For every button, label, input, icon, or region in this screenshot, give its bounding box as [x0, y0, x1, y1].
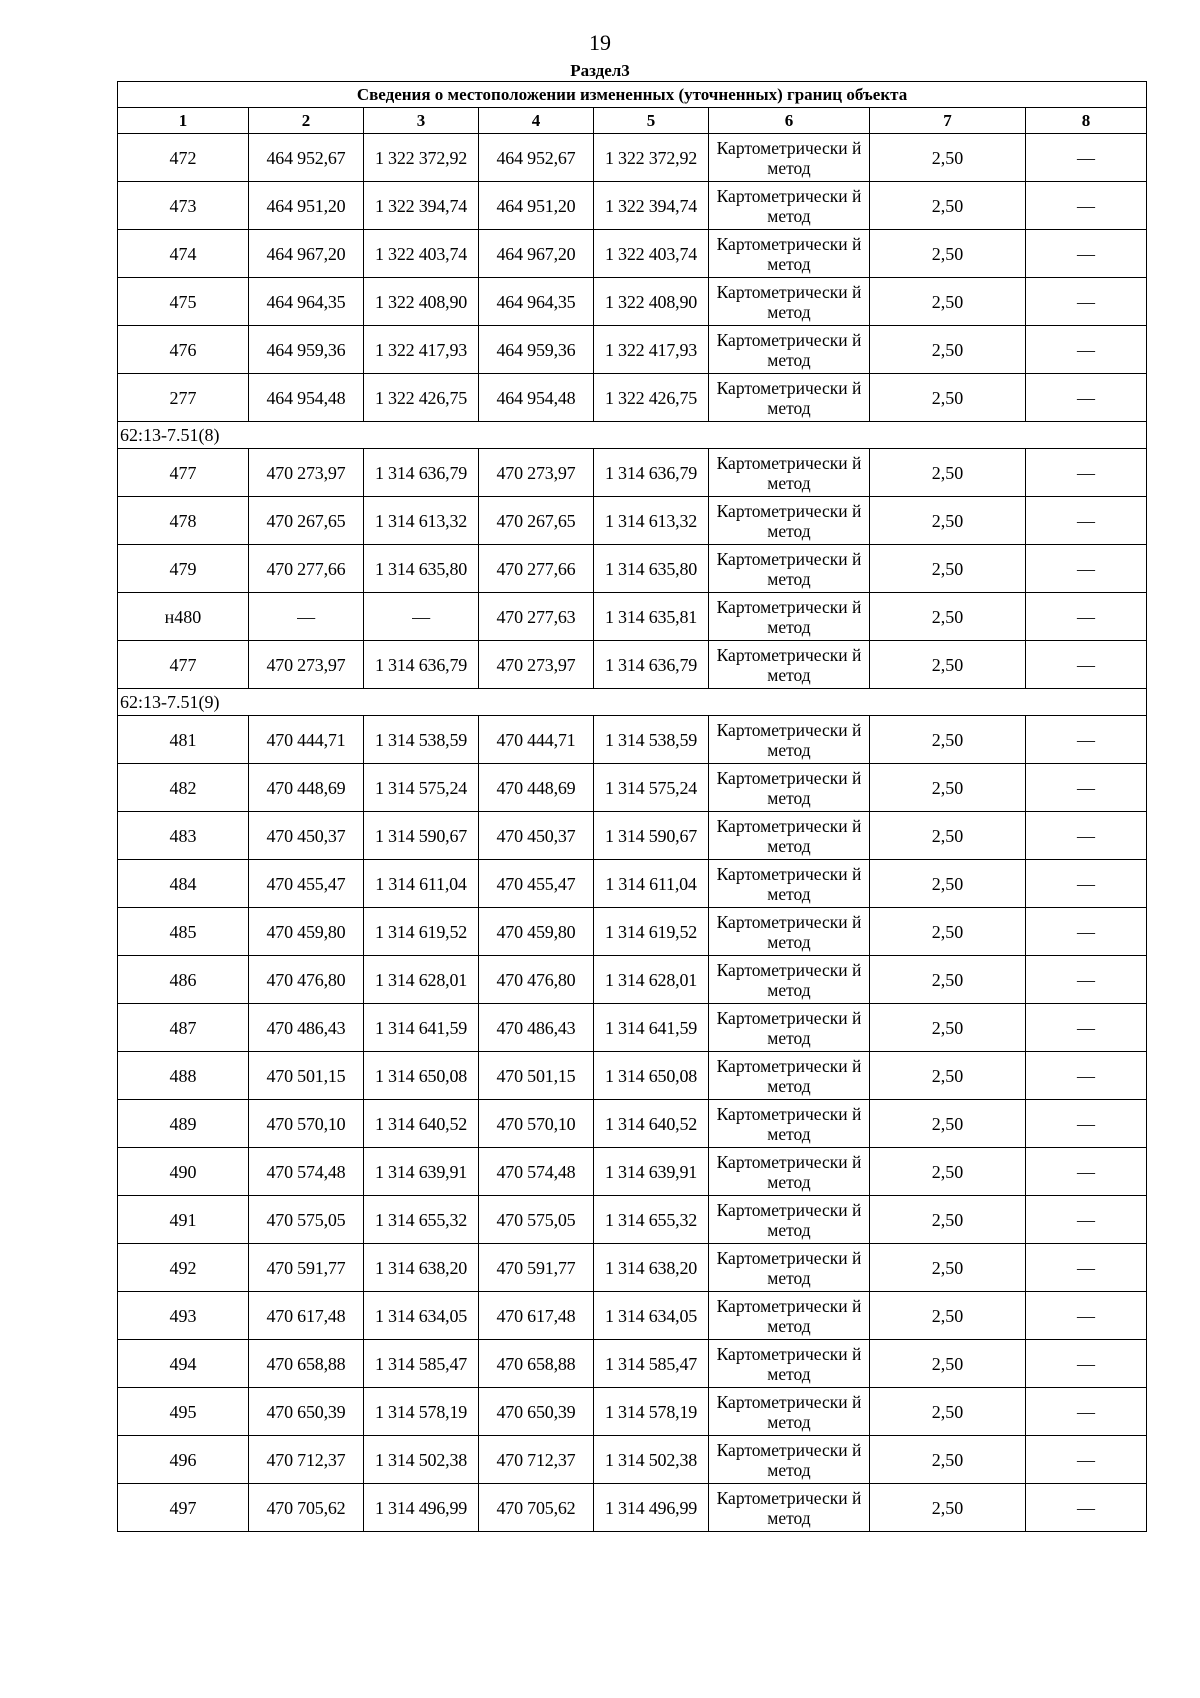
accuracy-cell: 2,50	[870, 497, 1026, 545]
new-y-cell: 1 314 628,01	[594, 956, 709, 1004]
point-number-cell: 474	[118, 230, 249, 278]
point-number-cell: 490	[118, 1148, 249, 1196]
old-y-cell: 1 314 636,79	[364, 641, 479, 689]
old-x-cell: 470 277,66	[249, 545, 364, 593]
point-number-cell: 494	[118, 1340, 249, 1388]
old-y-cell: 1 314 590,67	[364, 812, 479, 860]
new-x-cell: 464 952,67	[479, 134, 594, 182]
table-row	[118, 1340, 1147, 1388]
description-cell: —	[1026, 908, 1147, 956]
table-row	[118, 545, 1147, 593]
point-number-cell: 477	[118, 449, 249, 497]
method-cell: Картометрически й метод	[709, 764, 870, 812]
method-cell: Картометрически й метод	[709, 1004, 870, 1052]
old-x-cell: 464 952,67	[249, 134, 364, 182]
new-x-cell: 470 486,43	[479, 1004, 594, 1052]
new-x-cell: 470 574,48	[479, 1148, 594, 1196]
old-y-cell: 1 314 639,91	[364, 1148, 479, 1196]
group-label: 62:13-7.51(9)	[118, 689, 1147, 716]
new-y-cell: 1 314 496,99	[594, 1484, 709, 1532]
old-x-cell: 470 444,71	[249, 716, 364, 764]
new-x-cell: 470 459,80	[479, 908, 594, 956]
new-x-cell: 470 617,48	[479, 1292, 594, 1340]
old-x-cell: 470 501,15	[249, 1052, 364, 1100]
accuracy-cell: 2,50	[870, 278, 1026, 326]
new-y-cell: 1 314 650,08	[594, 1052, 709, 1100]
new-y-cell: 1 314 636,79	[594, 449, 709, 497]
accuracy-cell: 2,50	[870, 764, 1026, 812]
new-x-cell: 470 650,39	[479, 1388, 594, 1436]
old-y-cell: 1 314 619,52	[364, 908, 479, 956]
description-cell: —	[1026, 1292, 1147, 1340]
table-row	[118, 278, 1147, 326]
table-row	[118, 1196, 1147, 1244]
column-header: 5	[594, 108, 709, 134]
old-x-cell: 470 712,37	[249, 1436, 364, 1484]
point-number-cell: 477	[118, 641, 249, 689]
old-x-cell: 464 954,48	[249, 374, 364, 422]
new-x-cell: 470 273,97	[479, 449, 594, 497]
table-row	[118, 134, 1147, 182]
point-number-cell: 472	[118, 134, 249, 182]
method-cell: Картометрически й метод	[709, 1148, 870, 1196]
new-x-cell: 470 476,80	[479, 956, 594, 1004]
old-y-cell: —	[364, 593, 479, 641]
description-cell: —	[1026, 1340, 1147, 1388]
accuracy-cell: 2,50	[870, 1340, 1026, 1388]
point-number-cell: 488	[118, 1052, 249, 1100]
old-x-cell: 464 967,20	[249, 230, 364, 278]
method-cell: Картометрически й метод	[709, 1388, 870, 1436]
description-cell: —	[1026, 1052, 1147, 1100]
group-row	[118, 689, 1147, 716]
accuracy-cell: 2,50	[870, 1484, 1026, 1532]
column-header: 8	[1026, 108, 1147, 134]
old-x-cell: 470 650,39	[249, 1388, 364, 1436]
point-number-cell: 492	[118, 1244, 249, 1292]
description-cell: —	[1026, 1436, 1147, 1484]
table-header-row	[118, 108, 1147, 134]
accuracy-cell: 2,50	[870, 230, 1026, 278]
new-x-cell: 470 448,69	[479, 764, 594, 812]
new-x-cell: 470 277,66	[479, 545, 594, 593]
accuracy-cell: 2,50	[870, 1148, 1026, 1196]
description-cell: —	[1026, 860, 1147, 908]
method-cell: Картометрически й метод	[709, 374, 870, 422]
description-cell: —	[1026, 641, 1147, 689]
description-cell: —	[1026, 1388, 1147, 1436]
point-number-cell: н480	[118, 593, 249, 641]
method-cell: Картометрически й метод	[709, 812, 870, 860]
new-y-cell: 1 322 426,75	[594, 374, 709, 422]
accuracy-cell: 2,50	[870, 716, 1026, 764]
new-y-cell: 1 314 575,24	[594, 764, 709, 812]
method-cell: Картометрически й метод	[709, 134, 870, 182]
point-number-cell: 473	[118, 182, 249, 230]
old-y-cell: 1 314 634,05	[364, 1292, 479, 1340]
accuracy-cell: 2,50	[870, 326, 1026, 374]
point-number-cell: 479	[118, 545, 249, 593]
new-x-cell: 470 705,62	[479, 1484, 594, 1532]
old-y-cell: 1 322 408,90	[364, 278, 479, 326]
point-number-cell: 487	[118, 1004, 249, 1052]
old-y-cell: 1 314 502,38	[364, 1436, 479, 1484]
old-y-cell: 1 314 638,20	[364, 1244, 479, 1292]
old-x-cell: 470 658,88	[249, 1340, 364, 1388]
point-number-cell: 476	[118, 326, 249, 374]
description-cell: —	[1026, 764, 1147, 812]
new-x-cell: 470 570,10	[479, 1100, 594, 1148]
accuracy-cell: 2,50	[870, 593, 1026, 641]
old-y-cell: 1 314 641,59	[364, 1004, 479, 1052]
point-number-cell: 489	[118, 1100, 249, 1148]
old-x-cell: 470 486,43	[249, 1004, 364, 1052]
method-cell: Картометрически й метод	[709, 641, 870, 689]
point-number-cell: 486	[118, 956, 249, 1004]
old-y-cell: 1 322 372,92	[364, 134, 479, 182]
point-number-cell: 485	[118, 908, 249, 956]
new-x-cell: 470 277,63	[479, 593, 594, 641]
new-x-cell: 464 951,20	[479, 182, 594, 230]
new-y-cell: 1 322 394,74	[594, 182, 709, 230]
description-cell: —	[1026, 449, 1147, 497]
description-cell: —	[1026, 230, 1147, 278]
point-number-cell: 491	[118, 1196, 249, 1244]
new-x-cell: 470 267,65	[479, 497, 594, 545]
old-y-cell: 1 314 613,32	[364, 497, 479, 545]
accuracy-cell: 2,50	[870, 1052, 1026, 1100]
table-body	[118, 134, 1147, 1532]
old-x-cell: 470 459,80	[249, 908, 364, 956]
old-x-cell: 470 273,97	[249, 449, 364, 497]
method-cell: Картометрически й метод	[709, 182, 870, 230]
new-y-cell: 1 314 613,32	[594, 497, 709, 545]
old-x-cell: 470 267,65	[249, 497, 364, 545]
old-y-cell: 1 314 496,99	[364, 1484, 479, 1532]
old-x-cell: 470 455,47	[249, 860, 364, 908]
old-x-cell: 470 591,77	[249, 1244, 364, 1292]
new-x-cell: 464 964,35	[479, 278, 594, 326]
table-row	[118, 860, 1147, 908]
new-y-cell: 1 322 408,90	[594, 278, 709, 326]
method-cell: Картометрически й метод	[709, 956, 870, 1004]
point-number-cell: 482	[118, 764, 249, 812]
table-row	[118, 956, 1147, 1004]
point-number-cell: 496	[118, 1436, 249, 1484]
table-caption-row	[118, 82, 1147, 108]
point-number-cell: 497	[118, 1484, 249, 1532]
description-cell: —	[1026, 1100, 1147, 1148]
old-x-cell: 470 448,69	[249, 764, 364, 812]
new-y-cell: 1 314 590,67	[594, 812, 709, 860]
method-cell: Картометрически й метод	[709, 326, 870, 374]
point-number-cell: 475	[118, 278, 249, 326]
old-x-cell: 470 617,48	[249, 1292, 364, 1340]
new-y-cell: 1 322 403,74	[594, 230, 709, 278]
table-row	[118, 1244, 1147, 1292]
method-cell: Картометрически й метод	[709, 278, 870, 326]
table-row	[118, 1148, 1147, 1196]
old-y-cell: 1 322 403,74	[364, 230, 479, 278]
description-cell: —	[1026, 278, 1147, 326]
section-title: Раздел3	[570, 61, 630, 80]
description-cell: —	[1026, 134, 1147, 182]
accuracy-cell: 2,50	[870, 449, 1026, 497]
new-x-cell: 470 444,71	[479, 716, 594, 764]
table-row	[118, 1436, 1147, 1484]
method-cell: Картометрически й метод	[709, 449, 870, 497]
new-y-cell: 1 314 635,81	[594, 593, 709, 641]
description-cell: —	[1026, 593, 1147, 641]
accuracy-cell: 2,50	[870, 1436, 1026, 1484]
table-row	[118, 1292, 1147, 1340]
method-cell: Картометрически й метод	[709, 593, 870, 641]
accuracy-cell: 2,50	[870, 908, 1026, 956]
column-header: 7	[870, 108, 1026, 134]
old-y-cell: 1 314 578,19	[364, 1388, 479, 1436]
column-header: 1	[118, 108, 249, 134]
description-cell: —	[1026, 1148, 1147, 1196]
new-x-cell: 470 575,05	[479, 1196, 594, 1244]
table-row	[118, 1004, 1147, 1052]
new-y-cell: 1 314 634,05	[594, 1292, 709, 1340]
new-x-cell: 464 959,36	[479, 326, 594, 374]
method-cell: Картометрически й метод	[709, 497, 870, 545]
old-x-cell: 470 575,05	[249, 1196, 364, 1244]
description-cell: —	[1026, 1004, 1147, 1052]
method-cell: Картометрически й метод	[709, 908, 870, 956]
column-header: 6	[709, 108, 870, 134]
old-y-cell: 1 322 394,74	[364, 182, 479, 230]
description-cell: —	[1026, 716, 1147, 764]
description-cell: —	[1026, 1244, 1147, 1292]
method-cell: Картометрически й метод	[709, 1052, 870, 1100]
new-y-cell: 1 314 640,52	[594, 1100, 709, 1148]
page-number: 19	[589, 30, 611, 55]
method-cell: Картометрически й метод	[709, 1100, 870, 1148]
new-x-cell: 470 450,37	[479, 812, 594, 860]
table-row	[118, 1100, 1147, 1148]
accuracy-cell: 2,50	[870, 134, 1026, 182]
accuracy-cell: 2,50	[870, 860, 1026, 908]
old-x-cell: 470 570,10	[249, 1100, 364, 1148]
table-row	[118, 908, 1147, 956]
new-x-cell: 470 658,88	[479, 1340, 594, 1388]
point-number-cell: 277	[118, 374, 249, 422]
group-row	[118, 422, 1147, 449]
new-y-cell: 1 314 638,20	[594, 1244, 709, 1292]
table-row	[118, 230, 1147, 278]
point-number-cell: 493	[118, 1292, 249, 1340]
new-x-cell: 470 273,97	[479, 641, 594, 689]
old-x-cell: 470 450,37	[249, 812, 364, 860]
old-y-cell: 1 314 538,59	[364, 716, 479, 764]
table-row	[118, 641, 1147, 689]
description-cell: —	[1026, 326, 1147, 374]
new-y-cell: 1 322 417,93	[594, 326, 709, 374]
accuracy-cell: 2,50	[870, 182, 1026, 230]
table-row	[118, 1484, 1147, 1532]
new-y-cell: 1 314 655,32	[594, 1196, 709, 1244]
table-row	[118, 449, 1147, 497]
new-y-cell: 1 314 639,91	[594, 1148, 709, 1196]
method-cell: Картометрически й метод	[709, 1196, 870, 1244]
table-row	[118, 326, 1147, 374]
column-header: 3	[364, 108, 479, 134]
new-y-cell: 1 314 538,59	[594, 716, 709, 764]
table-row	[118, 812, 1147, 860]
table-row	[118, 182, 1147, 230]
method-cell: Картометрически й метод	[709, 1244, 870, 1292]
group-label: 62:13-7.51(8)	[118, 422, 1147, 449]
accuracy-cell: 2,50	[870, 812, 1026, 860]
old-y-cell: 1 314 611,04	[364, 860, 479, 908]
table-caption: Сведения о местоположении измененных (уточненных) границ объекта	[118, 82, 1147, 108]
new-y-cell: 1 314 641,59	[594, 1004, 709, 1052]
old-y-cell: 1 314 655,32	[364, 1196, 479, 1244]
table-row	[118, 1052, 1147, 1100]
new-y-cell: 1 314 635,80	[594, 545, 709, 593]
old-x-cell: 464 964,35	[249, 278, 364, 326]
old-y-cell: 1 314 575,24	[364, 764, 479, 812]
description-cell: —	[1026, 374, 1147, 422]
new-x-cell: 464 967,20	[479, 230, 594, 278]
new-x-cell: 470 712,37	[479, 1436, 594, 1484]
table-row	[118, 593, 1147, 641]
accuracy-cell: 2,50	[870, 641, 1026, 689]
method-cell: Картометрически й метод	[709, 230, 870, 278]
table-row	[118, 716, 1147, 764]
new-x-cell: 470 501,15	[479, 1052, 594, 1100]
new-x-cell: 470 591,77	[479, 1244, 594, 1292]
table-row	[118, 1388, 1147, 1436]
new-y-cell: 1 314 585,47	[594, 1340, 709, 1388]
column-header: 2	[249, 108, 364, 134]
accuracy-cell: 2,50	[870, 1004, 1026, 1052]
old-x-cell: 470 273,97	[249, 641, 364, 689]
table-row	[118, 764, 1147, 812]
description-cell: —	[1026, 956, 1147, 1004]
accuracy-cell: 2,50	[870, 1196, 1026, 1244]
boundary-coordinates-table	[117, 81, 1147, 1532]
old-x-cell: 470 705,62	[249, 1484, 364, 1532]
old-y-cell: 1 322 417,93	[364, 326, 479, 374]
accuracy-cell: 2,50	[870, 956, 1026, 1004]
point-number-cell: 484	[118, 860, 249, 908]
new-y-cell: 1 314 502,38	[594, 1436, 709, 1484]
method-cell: Картометрически й метод	[709, 716, 870, 764]
method-cell: Картометрически й метод	[709, 1292, 870, 1340]
table-row	[118, 497, 1147, 545]
description-cell: —	[1026, 1196, 1147, 1244]
point-number-cell: 495	[118, 1388, 249, 1436]
new-y-cell: 1 314 636,79	[594, 641, 709, 689]
point-number-cell: 481	[118, 716, 249, 764]
old-x-cell: 470 574,48	[249, 1148, 364, 1196]
description-cell: —	[1026, 1484, 1147, 1532]
description-cell: —	[1026, 182, 1147, 230]
point-number-cell: 483	[118, 812, 249, 860]
new-y-cell: 1 314 578,19	[594, 1388, 709, 1436]
old-y-cell: 1 314 585,47	[364, 1340, 479, 1388]
column-header: 4	[479, 108, 594, 134]
new-x-cell: 470 455,47	[479, 860, 594, 908]
method-cell: Картометрически й метод	[709, 545, 870, 593]
old-y-cell: 1 314 636,79	[364, 449, 479, 497]
old-y-cell: 1 314 635,80	[364, 545, 479, 593]
old-x-cell: 470 476,80	[249, 956, 364, 1004]
method-cell: Картометрически й метод	[709, 1436, 870, 1484]
old-y-cell: 1 314 640,52	[364, 1100, 479, 1148]
new-y-cell: 1 314 619,52	[594, 908, 709, 956]
point-number-cell: 478	[118, 497, 249, 545]
accuracy-cell: 2,50	[870, 1100, 1026, 1148]
table-row	[118, 374, 1147, 422]
old-y-cell: 1 314 628,01	[364, 956, 479, 1004]
method-cell: Картометрически й метод	[709, 1340, 870, 1388]
new-y-cell: 1 322 372,92	[594, 134, 709, 182]
new-x-cell: 464 954,48	[479, 374, 594, 422]
method-cell: Картометрически й метод	[709, 1484, 870, 1532]
old-y-cell: 1 314 650,08	[364, 1052, 479, 1100]
accuracy-cell: 2,50	[870, 1292, 1026, 1340]
description-cell: —	[1026, 497, 1147, 545]
accuracy-cell: 2,50	[870, 545, 1026, 593]
accuracy-cell: 2,50	[870, 1388, 1026, 1436]
old-x-cell: 464 959,36	[249, 326, 364, 374]
accuracy-cell: 2,50	[870, 374, 1026, 422]
description-cell: —	[1026, 545, 1147, 593]
old-x-cell: —	[249, 593, 364, 641]
new-y-cell: 1 314 611,04	[594, 860, 709, 908]
old-y-cell: 1 322 426,75	[364, 374, 479, 422]
old-x-cell: 464 951,20	[249, 182, 364, 230]
accuracy-cell: 2,50	[870, 1244, 1026, 1292]
description-cell: —	[1026, 812, 1147, 860]
method-cell: Картометрически й метод	[709, 860, 870, 908]
